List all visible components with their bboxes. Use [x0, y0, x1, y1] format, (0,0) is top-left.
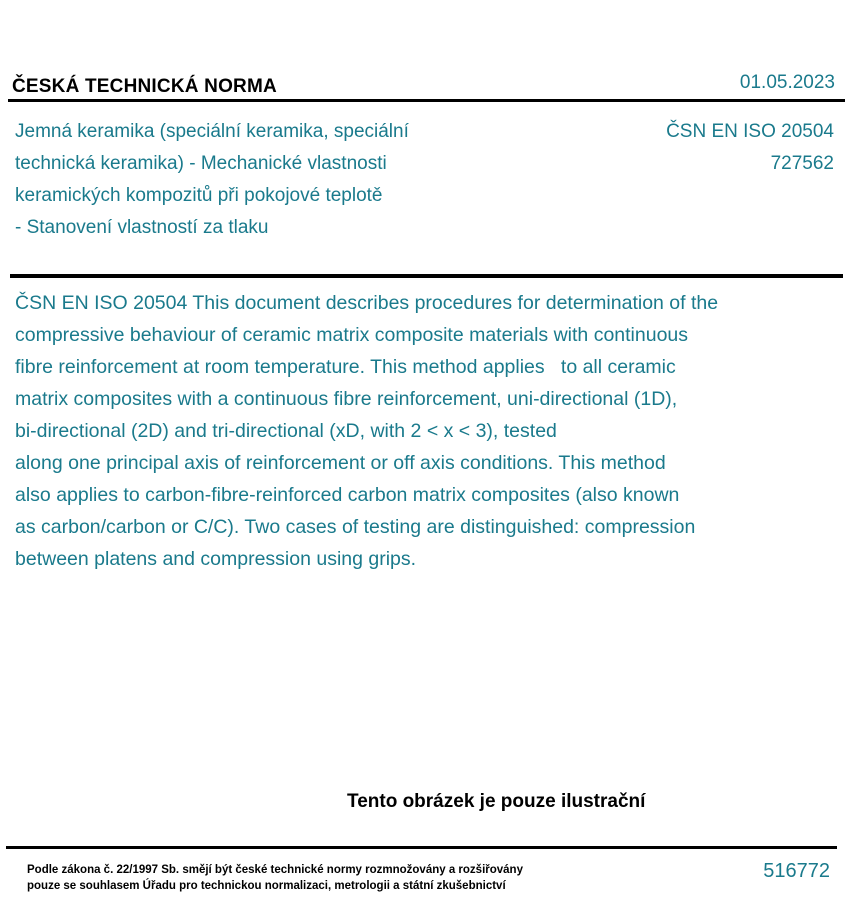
abstract-line: between platens and compression using grips. — [15, 548, 417, 570]
abstract-line: bi-directional (2D) and tri-directional (xD, with 2 < x < 3), tested — [15, 420, 557, 442]
abstract-line: also applies to carbon-fibre-reinforced carbon matrix composites (also known — [15, 484, 680, 506]
standard-title-line: Jemná keramika (speciální keramika, speciální — [15, 121, 409, 142]
document-number: 516772 — [763, 860, 830, 882]
abstract-line: along one principal axis of reinforcement or off axis conditions. This method — [15, 452, 666, 474]
abstract-line: matrix composites with a continuous fibre reinforcement, uni-directional (1D), — [15, 388, 678, 410]
standard-code: ČSN EN ISO 20504 — [666, 121, 834, 142]
header-divider — [8, 99, 845, 102]
footer-divider — [6, 846, 837, 849]
standard-title-line: keramických kompozitů při pokojové teplotě — [15, 185, 383, 206]
abstract-text — [15, 287, 835, 575]
abstract-line: compressive behaviour of ceramic matrix composite materials with continuous — [15, 324, 689, 346]
legal-notice-line: Podle zákona č. 22/1997 Sb. smějí být české technické normy rozmnožovány a rozšiřovány — [27, 864, 523, 876]
classification-number: 727562 — [770, 153, 834, 174]
standard-title-line: technická keramika) - Mechanické vlastnosti — [15, 153, 387, 174]
legal-notice — [27, 862, 523, 894]
abstract-line: fibre reinforcement at room temperature. This method applies to all ceramic — [15, 356, 676, 378]
standard-identifiers — [666, 116, 834, 180]
abstract-line: ČSN EN ISO 20504 This document describes procedures for determination of the — [15, 292, 719, 314]
publication-date: 01.05.2023 — [739, 72, 835, 93]
standard-title-line: - Stanovení vlastností za tlaku — [15, 217, 269, 238]
section-divider — [10, 274, 843, 278]
illustration-notice: Tento obrázek je pouze ilustrační — [347, 791, 646, 812]
document-type-heading: ČESKÁ TECHNICKÁ NORMA — [12, 76, 277, 97]
legal-notice-line: pouze se souhlasem Úřadu pro technickou normalizaci, metrologii a státní zkušebnictví — [27, 880, 506, 892]
standard-title — [15, 116, 485, 244]
abstract-line: as carbon/carbon or C/C). Two cases of testing are distinguished: compression — [15, 516, 696, 538]
